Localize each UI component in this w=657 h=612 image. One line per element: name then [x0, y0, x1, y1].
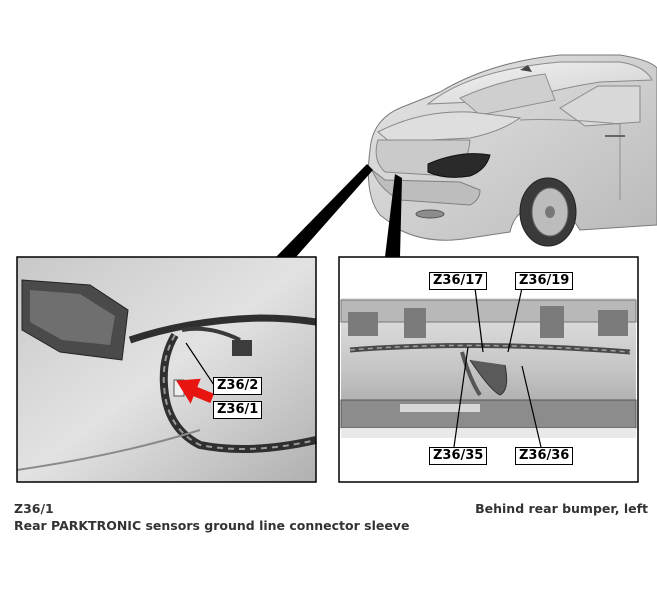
car-illustration	[368, 55, 657, 246]
component-location: Behind rear bumper, left	[475, 501, 648, 516]
component-code: Z36/1	[14, 501, 54, 516]
pointer-wedge-left	[276, 164, 373, 257]
callout-z36-35: Z36/35	[429, 447, 487, 465]
callout-z36-19: Z36/19	[515, 272, 573, 290]
callout-z36-2: Z36/2	[213, 377, 262, 395]
callout-z36-1: Z36/1	[213, 401, 262, 419]
callout-z36-36: Z36/36	[515, 447, 573, 465]
callout-z36-17: Z36/17	[429, 272, 487, 290]
component-description: Rear PARKTRONIC sensors ground line connector sleeve	[14, 518, 410, 533]
right-detail-photo	[339, 257, 638, 482]
left-detail-photo	[17, 257, 316, 482]
